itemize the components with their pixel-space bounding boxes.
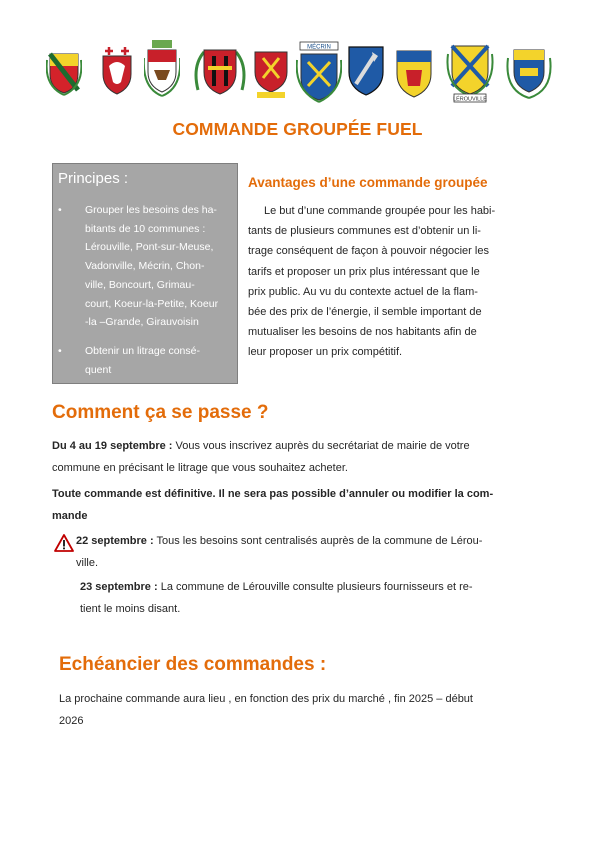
bullet-icon: • xyxy=(58,344,62,357)
mecrin-crest xyxy=(194,46,246,98)
echeancier-line-2: 2026 xyxy=(59,714,84,727)
principes-box xyxy=(52,163,238,384)
step-2-date: 22 septembre : xyxy=(76,535,154,547)
lerouville-crest xyxy=(46,50,82,96)
step-1-line-2: commune en précisant le litrage que vous souhaitez acheter. xyxy=(52,461,348,474)
avantages-line: tarifs et proposer un prix plus intéressant que le xyxy=(248,265,480,278)
step-3-line xyxy=(80,577,550,599)
principes-title: Principes : xyxy=(58,170,129,187)
deroulement-title: Comment ça se passe ? xyxy=(52,402,269,423)
step-2-line-2: ville. xyxy=(76,556,99,569)
page-title: COMMANDE GROUPÉE FUEL xyxy=(172,119,423,139)
pont-sur-meuse-crest xyxy=(100,44,134,96)
avantages-line: prix public. Au vu du contexte actuel de la flam- xyxy=(248,285,478,298)
principes-line: quent xyxy=(85,363,112,376)
bullet-icon: • xyxy=(58,204,62,216)
principes-line: Obtenir un litrage consé- xyxy=(85,344,200,357)
step-3-text: La commune de Lérouville consulte plusieurs fournisseurs et re- xyxy=(157,581,473,593)
step-3 xyxy=(80,577,550,620)
crest-banner-mecrin: MÉCRIN xyxy=(307,44,331,51)
notice-definitive xyxy=(52,484,552,527)
echeancier-text xyxy=(59,689,549,732)
principes-line: Grouper les besoins des ha- xyxy=(85,204,217,216)
grimaucourt-crest xyxy=(346,44,386,98)
boncourt-crest xyxy=(296,40,342,104)
avantages-line: mutualiser les besoins de nos habitants afin de xyxy=(248,326,477,339)
warning-icon xyxy=(54,534,74,552)
crest-banner-lerouville: LÉROUVILLE xyxy=(453,96,487,103)
step-1-text: Vous vous inscrivez auprès du secrétariat de mairie de votre xyxy=(172,440,470,452)
step-2 xyxy=(76,531,546,574)
echeancier-line-1: La prochaine commande aura lieu , en fonction des prix du marché , fin 2025 – début xyxy=(59,693,473,705)
koeur-la-grande-crest xyxy=(446,42,494,104)
step-3-date: 23 septembre : xyxy=(80,581,158,593)
step-3-line-2: tient le moins disant. xyxy=(80,602,181,615)
principes-line: ville, Boncourt, Grimau- xyxy=(85,278,195,291)
principes-line: bitants de 10 communes : xyxy=(85,222,206,235)
notice-line-1: Toute commande est définitive. Il ne sera pas possible d’annuler ou modifier la com- xyxy=(52,488,494,500)
step-1-line xyxy=(52,436,552,458)
principes-list xyxy=(53,201,239,379)
step-2-text: Tous les besoins sont centralisés auprès de la commune de Lérou- xyxy=(153,535,483,547)
principes-item-litrage xyxy=(53,342,239,379)
avantages-line: trage conséquent de façon à pouvoir négocier les xyxy=(248,245,489,258)
step-1-date: Du 4 au 19 septembre : xyxy=(52,440,173,452)
principes-line: Lérouville, Pont-sur-Meuse, xyxy=(85,241,214,254)
step-1 xyxy=(52,436,552,479)
crests-row xyxy=(44,38,554,108)
principes-item-communes xyxy=(53,201,239,332)
avantages-line: tants de plusieurs communes est d’obtenir un li- xyxy=(248,225,481,238)
chonville-crest xyxy=(251,48,291,100)
principes-line: court, Koeur-la-Petite, Koeur xyxy=(85,297,219,310)
girauvoisin-crest xyxy=(506,46,552,100)
step-2-line xyxy=(76,531,546,553)
notice-line-2: mande xyxy=(52,509,88,522)
avantages-line: Le but d’une commande groupée pour les habi- xyxy=(264,205,496,217)
echeancier-title: Echéancier des commandes : xyxy=(59,654,327,675)
avantages-line: leur proposer un prix compétitif. xyxy=(248,346,403,359)
avantages-text xyxy=(248,201,534,363)
koeur-la-petite-crest xyxy=(394,48,434,100)
principes-line: Vadonville, Mécrin, Chon- xyxy=(85,260,205,273)
avantages-line: bée des prix de l’énergie, il semble important de xyxy=(248,306,482,319)
avantages-title: Avantages d’une commande groupée xyxy=(248,175,488,190)
principes-line: -la –Grande, Girauvoisin xyxy=(85,316,199,329)
vadonville-crest xyxy=(144,40,180,98)
